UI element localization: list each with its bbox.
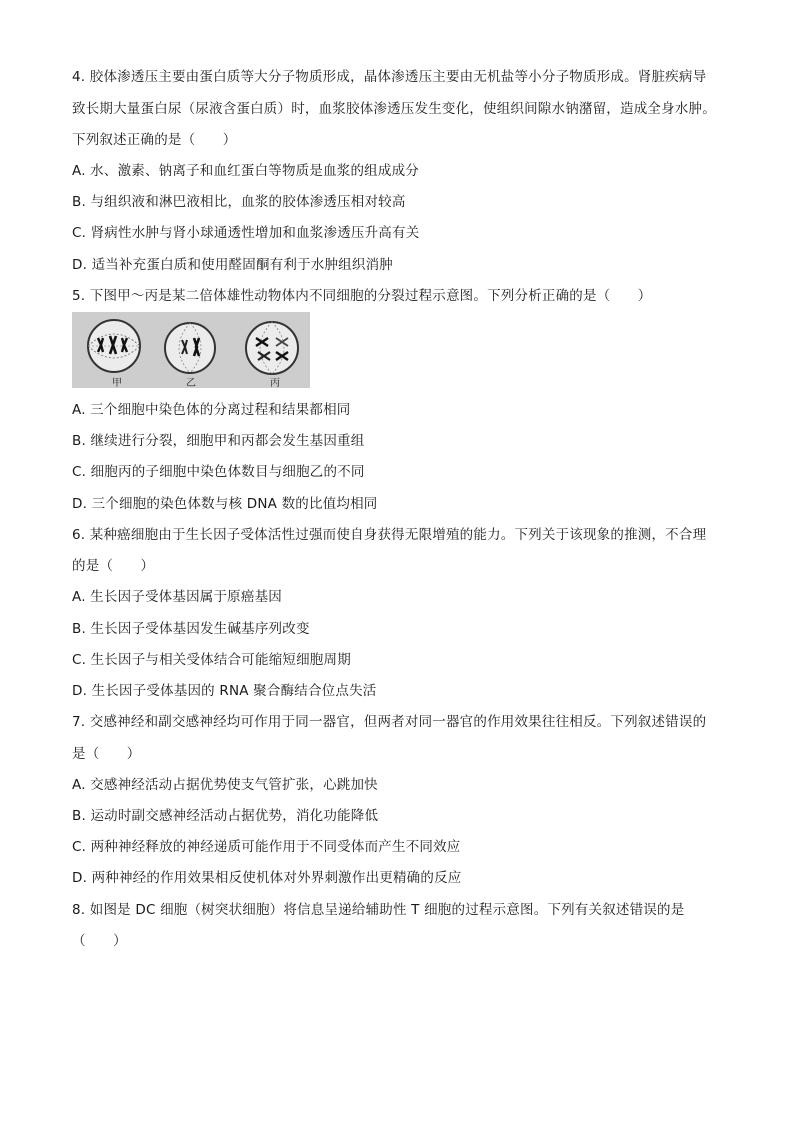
q5-option-b: B. 继续进行分裂，细胞甲和丙都会发生基因重组 <box>72 433 365 449</box>
q8-stem-line-2: （ ） <box>72 933 127 949</box>
q6-stem-line-1: 6. 某种癌细胞由于生长因子受体活性过强而使自身获得无限增殖的能力。下列关于该现象的推测，不合理 <box>72 527 707 543</box>
label-jia: 甲 <box>112 378 122 388</box>
cell-yi <box>165 323 215 373</box>
q7-stem-line-2: 是（ ） <box>72 746 141 762</box>
q7-option-c: C. 两种神经释放的神经递质可能作用于不同受体而产生不同效应 <box>72 839 461 855</box>
q4-option-a: A. 水、激素、钠离子和血红蛋白等物质是血浆的组成成分 <box>72 163 419 179</box>
q7-stem-line-1: 7. 交感神经和副交感神经均可作用于同一器官，但两者对同一器官的作用效果往往相反。下列叙述错误的 <box>72 714 707 730</box>
q6-option-a: A. 生长因子受体基因属于原癌基因 <box>72 589 282 605</box>
label-yi: 乙 <box>186 378 196 388</box>
q5-option-d: D. 三个细胞的染色体数与核 DNA 数的比值均相同 <box>72 496 378 512</box>
q4-stem-line-3: 下列叙述正确的是（ ） <box>72 132 237 148</box>
q7-option-b: B. 运动时副交感神经活动占据优势，消化功能降低 <box>72 808 379 824</box>
q8-stem-line-1: 8. 如图是 DC 细胞（树突状细胞）将信息呈递给辅助性 T 细胞的过程示意图。下列有关叙述错误的是 <box>72 902 685 918</box>
q6-option-b: B. 生长因子受体基因发生碱基序列改变 <box>72 621 310 637</box>
q5-stem-line-1: 5. 下图甲～丙是某二倍体雄性动物体内不同细胞的分裂过程示意图。下列分析正确的是（ ） <box>72 288 652 304</box>
q4-option-b: B. 与组织液和淋巴液相比，血浆的胶体渗透压相对较高 <box>72 194 406 210</box>
cell-bing <box>246 322 298 374</box>
q7-option-d: D. 两种神经的作用效果相反使机体对外界刺激作出更精确的反应 <box>72 870 462 886</box>
q5-option-a: A. 三个细胞中染色体的分离过程和结果都相同 <box>72 402 351 418</box>
q4-stem-line-2: 致长期大量蛋白尿（尿液含蛋白质）时，血浆胶体渗透压发生变化，使组织间隙水钠潴留，造成全身水肿。 <box>72 101 716 117</box>
label-bing: 丙 <box>270 378 280 388</box>
q4-option-c: C. 肾病性水肿与肾小球通透性增加和血浆渗透压升高有关 <box>72 225 420 241</box>
q6-stem-line-2: 的是（ ） <box>72 558 155 574</box>
cell-division-diagram <box>72 312 310 388</box>
q7-option-a: A. 交感神经活动占据优势使支气管扩张，心跳加快 <box>72 777 378 793</box>
q5-option-c: C. 细胞丙的子细胞中染色体数目与细胞乙的不同 <box>72 464 365 480</box>
q6-option-d: D. 生长因子受体基因的 RNA 聚合酶结合位点失活 <box>72 683 377 699</box>
q6-option-c: C. 生长因子与相关受体结合可能缩短细胞周期 <box>72 652 351 668</box>
q4-option-d: D. 适当补充蛋白质和使用醛固酮有利于水肿组织消肿 <box>72 257 393 273</box>
cell-division-figure <box>72 312 310 388</box>
q4-stem-line-1: 4. 胶体渗透压主要由蛋白质等大分子物质形成，晶体渗透压主要由无机盐等小分子物质形成。肾脏疾病导 <box>72 69 707 85</box>
cell-jia <box>88 320 140 372</box>
